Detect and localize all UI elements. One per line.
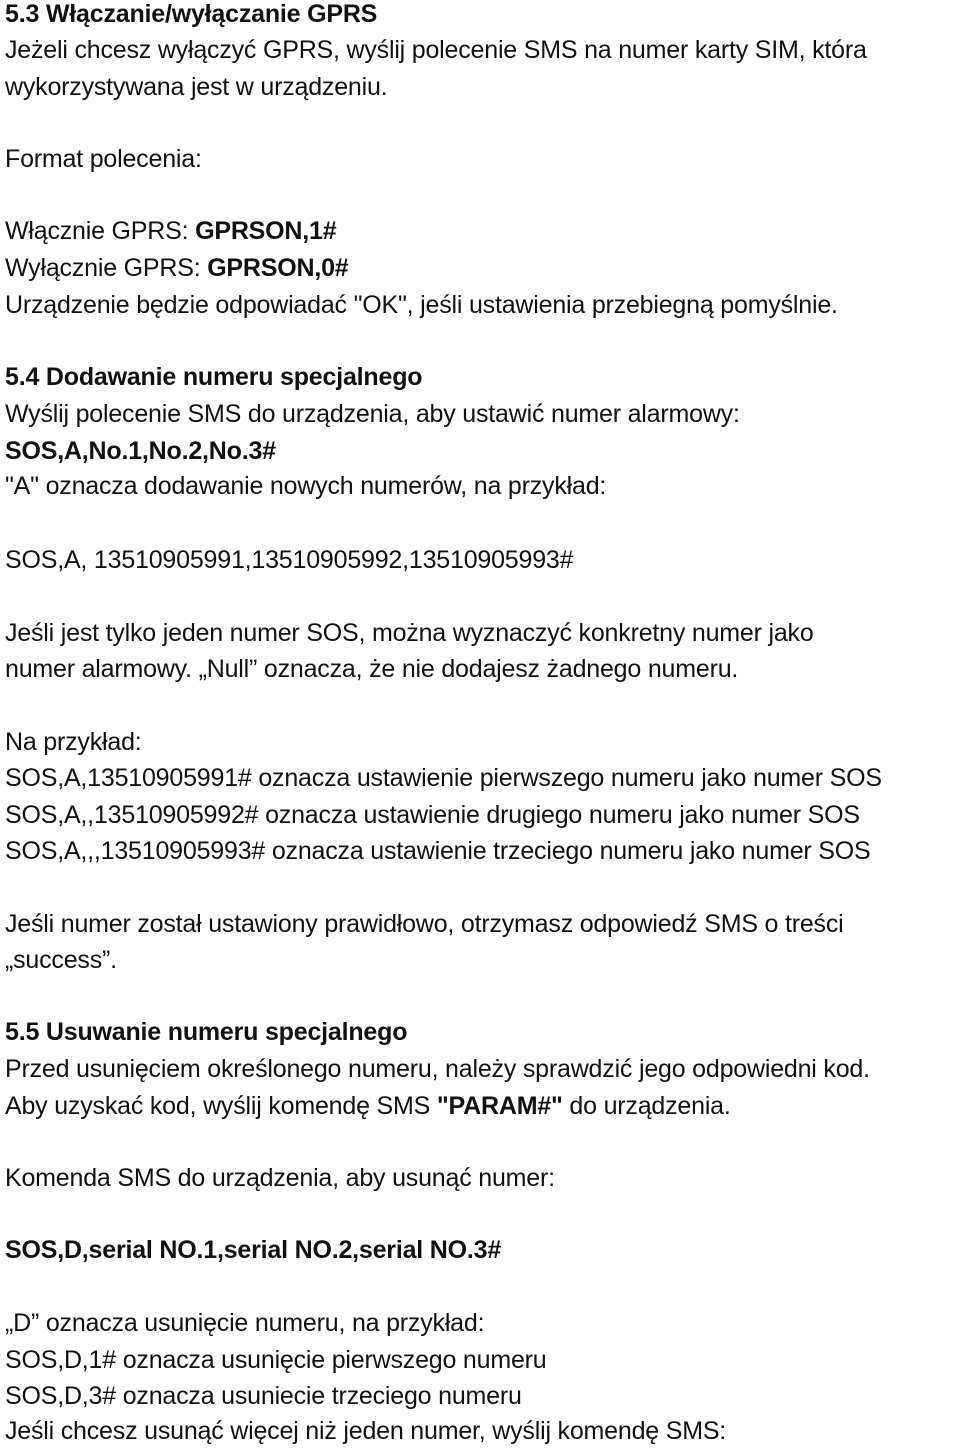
- example-label: Na przykład:: [5, 728, 142, 756]
- section-heading-5-5: 5.5 Usuwanie numeru specjalnego: [5, 1018, 408, 1046]
- paragraph-line: wykorzystywana jest w urządzeniu.: [5, 73, 388, 101]
- command-code: GPRSON,1#: [195, 217, 337, 245]
- section-heading-5-3: 5.3 Włączanie/wyłączanie GPRS: [5, 0, 378, 28]
- paragraph-line: "A" oznacza dodawanie nowych numerów, na przykład:: [5, 472, 607, 500]
- command-line-gprs-on: Włącznie GPRS: GPRSON,1#: [5, 217, 337, 245]
- example-line: SOS,D,1# oznacza usunięcie pierwszego numeru: [5, 1346, 547, 1374]
- paragraph-line: Jeżeli chcesz wyłączyć GPRS, wyślij polecenie SMS na numer karty SIM, która: [5, 36, 867, 64]
- paragraph-line: Komenda SMS do urządzenia, aby usunąć numer:: [5, 1164, 555, 1192]
- paragraph-line: numer alarmowy. „Null” oznacza, że nie dodajesz żadnego numeru.: [5, 655, 739, 683]
- paragraph-line: Jeśli chcesz usunąć więcej niż jeden numer, wyślij komendę SMS:: [5, 1417, 727, 1445]
- paragraph-line: Jeśli jest tylko jeden numer SOS, można wyznaczyć konkretny numer jako: [5, 619, 814, 647]
- document-page: [5, 0, 957, 1450]
- example-line: SOS,A,13510905991# oznacza ustawienie pierwszego numeru jako numer SOS: [5, 764, 882, 792]
- command-code: GPRSON,0#: [207, 254, 349, 282]
- format-label: Format polecenia:: [5, 145, 202, 173]
- paragraph-line: „success”.: [5, 946, 117, 974]
- paragraph-line: „D” oznacza usunięcie numeru, na przykład:: [5, 1309, 485, 1337]
- command-syntax-add: SOS,A,No.1,No.2,No.3#: [5, 437, 276, 465]
- command-line-gprs-off: Wyłącznie GPRS: GPRSON,0#: [5, 254, 349, 282]
- example-line: SOS,A,,13510905992# oznacza ustawienie drugiego numeru jako numer SOS: [5, 801, 860, 829]
- command-code: "PARAM#": [436, 1092, 563, 1120]
- paragraph-line: Aby uzyskać kod, wyślij komendę SMS "PARAM#" do urządzenia.: [5, 1092, 731, 1120]
- command-syntax-delete: SOS,D,serial NO.1,serial NO.2,serial NO.3#: [5, 1236, 502, 1264]
- example-command: SOS,A, 13510905991,13510905992,13510905993#: [5, 546, 574, 574]
- paragraph-line: Przed usunięciem określonego numeru, należy sprawdzić jego odpowiedni kod.: [5, 1055, 870, 1083]
- paragraph-line: Jeśli numer został ustawiony prawidłowo, otrzymasz odpowiedź SMS o treści: [5, 910, 844, 938]
- section-heading-5-4: 5.4 Dodawanie numeru specjalnego: [5, 363, 423, 391]
- paragraph-line: Urządzenie będzie odpowiadać "OK", jeśli ustawienia przebiegną pomyślnie.: [5, 291, 838, 319]
- example-line: SOS,D,3# oznacza usuniecie trzeciego numeru: [5, 1382, 522, 1410]
- example-line: SOS,A,,,13510905993# oznacza ustawienie trzeciego numeru jako numer SOS: [5, 837, 871, 865]
- paragraph-line: Wyślij polecenie SMS do urządzenia, aby ustawić numer alarmowy:: [5, 400, 740, 428]
